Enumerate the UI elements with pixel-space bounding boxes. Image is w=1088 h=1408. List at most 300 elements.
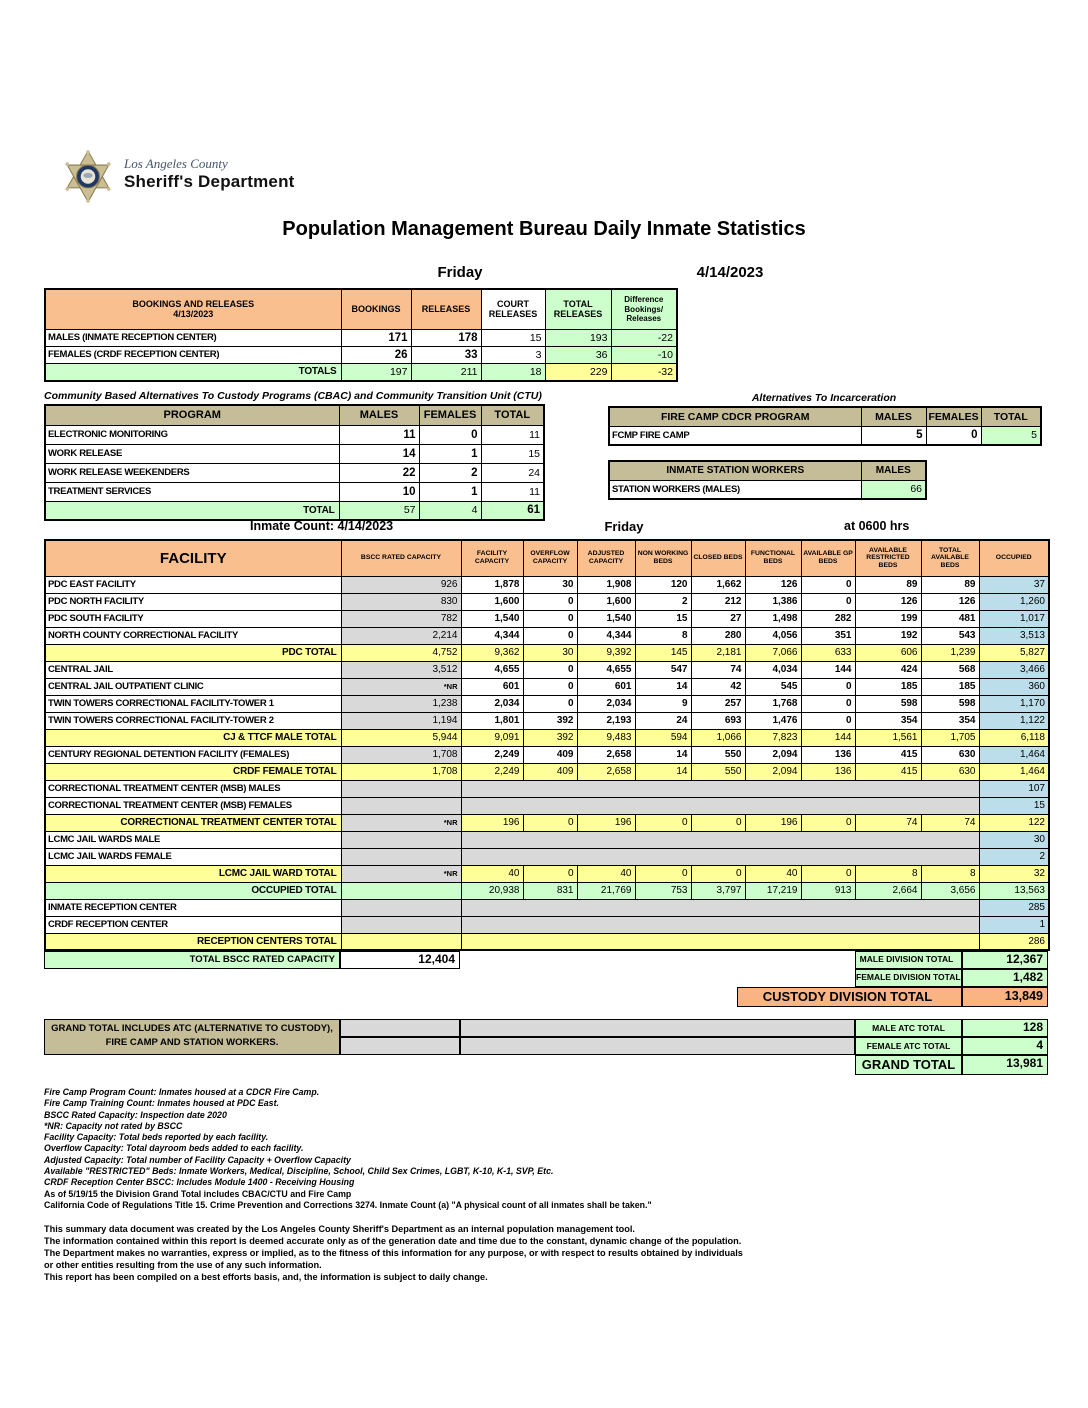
cell: 5 xyxy=(981,426,1041,445)
table-row xyxy=(45,780,1049,797)
table-row xyxy=(609,426,1041,445)
table-row xyxy=(45,882,1049,899)
row-label: TWIN TOWERS CORRECTIONAL FACILITY-TOWER 1 xyxy=(45,695,341,712)
column-header: FUNCTIONAL BEDS xyxy=(745,540,801,576)
row-label: CORRECTIONAL TREATMENT CENTER (MSB) MALES xyxy=(45,780,341,797)
row-label: CENTRAL JAIL OUTPATIENT CLINIC xyxy=(45,678,341,695)
merged-cell xyxy=(461,848,979,865)
male-division-value: 12,367 xyxy=(962,951,1048,969)
cell: 831 xyxy=(523,882,577,899)
cell: 17,219 xyxy=(745,882,801,899)
total-bscc-label: TOTAL BSCC RATED CAPACITY xyxy=(44,951,340,969)
column-header: Difference Bookings/ Releases xyxy=(611,289,677,329)
grand-total-note: GRAND TOTAL INCLUDES ATC (ALTERNATIVE TO CUSTODY), FIRE CAMP AND STATION WORKERS. xyxy=(44,1019,340,1055)
cell: 1,708 xyxy=(341,746,461,763)
cell: 11 xyxy=(481,425,544,444)
row-label: PDC NORTH FACILITY xyxy=(45,593,341,610)
sheriff-star-icon xyxy=(62,150,114,204)
cell: 2,094 xyxy=(745,746,801,763)
cell: 2,034 xyxy=(461,695,523,712)
cell: -22 xyxy=(611,329,677,346)
row-label: INMATE RECEPTION CENTER xyxy=(45,899,341,916)
column-header: FIRE CAMP CDCR PROGRAM xyxy=(609,407,861,426)
cell: 2,664 xyxy=(855,882,921,899)
column-header: TOTAL xyxy=(981,407,1041,426)
cell: 4 xyxy=(419,501,481,520)
cell: 0 xyxy=(523,661,577,678)
cell: 5 xyxy=(861,426,926,445)
cell: 126 xyxy=(855,593,921,610)
cbac-table xyxy=(44,404,545,521)
cell: 0 xyxy=(523,678,577,695)
cell: 4,655 xyxy=(461,661,523,678)
footnote-line: CRDF Reception Center BSCC: Includes Module 1400 - Receiving Housing xyxy=(44,1177,355,1188)
cell: 126 xyxy=(745,576,801,593)
row-label: CORRECTIONAL TREATMENT CENTER TOTAL xyxy=(45,814,341,831)
footnote-line: Facility Capacity: Total beds reported by each facility. xyxy=(44,1132,269,1143)
column-header: FEMALES xyxy=(419,405,481,425)
cell: -32 xyxy=(611,363,677,381)
occupied-cell: 1,260 xyxy=(979,593,1049,610)
cell: 0 xyxy=(523,610,577,627)
cell: 14 xyxy=(635,678,691,695)
cell: 2,658 xyxy=(577,746,635,763)
ati-title: Alternatives To Incarceration xyxy=(751,392,897,404)
cell: 3,656 xyxy=(921,882,979,899)
cell: 282 xyxy=(801,610,855,627)
table-row xyxy=(45,695,1049,712)
table-row xyxy=(45,593,1049,610)
cell: 126 xyxy=(921,593,979,610)
column-header: AVAILABLE RESTRICTED BEDS xyxy=(855,540,921,576)
table-row xyxy=(609,480,926,499)
cell: 4,655 xyxy=(577,661,635,678)
cell: 568 xyxy=(921,661,979,678)
disclaimer-line: The information contained within this report is deemed accurate only as of the generation date and time due to the constant, dynamic change of the population. xyxy=(44,1236,742,1247)
column-header: MALES xyxy=(861,461,926,480)
facility-header-row xyxy=(45,540,1049,576)
cell: 0 xyxy=(523,593,577,610)
cell: 0 xyxy=(523,814,577,831)
inmate-count-time: at 0600 hrs xyxy=(844,519,910,533)
row-label: CRDF RECEPTION CENTER xyxy=(45,916,341,933)
occupied-cell: 37 xyxy=(979,576,1049,593)
table-row xyxy=(45,831,1049,848)
blank-cell xyxy=(340,1037,460,1055)
row-label: FEMALES (CRDF RECEPTION CENTER) xyxy=(45,346,341,363)
cell: 830 xyxy=(341,593,461,610)
cell: 409 xyxy=(523,763,577,780)
spacer xyxy=(44,969,855,987)
table-row xyxy=(45,610,1049,627)
station-workers-table xyxy=(608,460,927,500)
inmate-count-label: Inmate Count: 4/14/2023 xyxy=(250,519,394,533)
occupied-cell: 107 xyxy=(979,780,1049,797)
row-label: MALES (INMATE RECEPTION CENTER) xyxy=(45,329,341,346)
fire-camp-table xyxy=(608,406,1042,446)
cell: 193 xyxy=(545,329,611,346)
row-label: STATION WORKERS (MALES) xyxy=(609,480,861,499)
blank-cell xyxy=(460,1019,855,1037)
cell: 782 xyxy=(341,610,461,627)
female-division-row xyxy=(44,969,1048,987)
disclaimer xyxy=(44,1223,1048,1283)
cell: 15 xyxy=(481,329,545,346)
cell: 40 xyxy=(577,865,635,882)
row-label: PDC EAST FACILITY xyxy=(45,576,341,593)
cell: 2,214 xyxy=(341,627,461,644)
row-label: TREATMENT SERVICES xyxy=(45,482,339,501)
row-label: CRDF FEMALE TOTAL xyxy=(45,763,341,780)
cell: 2,034 xyxy=(577,695,635,712)
footnote-line: Fire Camp Program Count: Inmates housed at a CDCR Fire Camp. xyxy=(44,1087,320,1097)
table-row xyxy=(45,712,1049,729)
column-header: PROGRAM xyxy=(45,405,339,425)
table-row xyxy=(45,729,1049,746)
cell: 354 xyxy=(921,712,979,729)
row-label: LCMC JAIL WARDS FEMALE xyxy=(45,848,341,865)
occupied-cell: 30 xyxy=(979,831,1049,848)
row-label: LCMC JAIL WARDS MALE xyxy=(45,831,341,848)
cell: 2 xyxy=(635,593,691,610)
cell: 185 xyxy=(921,678,979,695)
cell: 1,498 xyxy=(745,610,801,627)
merged-cell xyxy=(461,831,979,848)
row-label: NORTH COUNTY CORRECTIONAL FACILITY xyxy=(45,627,341,644)
cell: 22 xyxy=(339,463,419,482)
cell: 61 xyxy=(481,501,544,520)
cell: 2,181 xyxy=(691,644,745,661)
occupied-cell: 1,464 xyxy=(979,763,1049,780)
cell: 630 xyxy=(921,763,979,780)
grand-total-section xyxy=(44,1019,1048,1073)
cell: 550 xyxy=(691,746,745,763)
cell: 0 xyxy=(691,814,745,831)
custody-division-row xyxy=(44,987,1048,1007)
cell: 1,540 xyxy=(577,610,635,627)
male-atc-label: MALE ATC TOTAL xyxy=(855,1019,962,1037)
occupied-cell: 6,118 xyxy=(979,729,1049,746)
cell: 0 xyxy=(635,865,691,882)
disclaimer-line: The Department makes no warranties, express or implied, as to the fitness of this information for any purpose, or with respect to results obtained by individuals xyxy=(44,1248,743,1259)
cell: 171 xyxy=(341,329,411,346)
cell: 5,944 xyxy=(341,729,461,746)
spacer xyxy=(44,987,737,1007)
report-dateline xyxy=(0,264,1088,284)
cell: 280 xyxy=(691,627,745,644)
cell: 415 xyxy=(855,746,921,763)
cell: *NR xyxy=(341,678,461,695)
cell: 1,194 xyxy=(341,712,461,729)
row-label: WORK RELEASE WEEKENDERS xyxy=(45,463,339,482)
cell: 409 xyxy=(523,746,577,763)
male-atc-value: 128 xyxy=(962,1019,1048,1037)
agency-department: Sheriff's Department xyxy=(124,172,295,191)
cell xyxy=(341,797,461,814)
cell: 0 xyxy=(691,865,745,882)
fire-camp-header-row xyxy=(609,407,1041,426)
cell: 1,540 xyxy=(461,610,523,627)
cell: 0 xyxy=(419,425,481,444)
cell: 424 xyxy=(855,661,921,678)
cell: 178 xyxy=(411,329,481,346)
occupied-cell: 1,464 xyxy=(979,746,1049,763)
cell: 211 xyxy=(411,363,481,381)
report-date: 4/14/2023 xyxy=(696,264,764,281)
row-label: OCCUPIED TOTAL xyxy=(45,882,341,899)
table-row xyxy=(45,425,544,444)
cell: 229 xyxy=(545,363,611,381)
cell: 594 xyxy=(635,729,691,746)
row-label: FCMP FIRE CAMP xyxy=(609,426,861,445)
cell: 26 xyxy=(341,346,411,363)
cell: 1 xyxy=(419,444,481,463)
occupied-cell: 360 xyxy=(979,678,1049,695)
table-row xyxy=(45,865,1049,882)
occupied-cell: 1,170 xyxy=(979,695,1049,712)
row-label: PDC TOTAL xyxy=(45,644,341,661)
row-label: WORK RELEASE xyxy=(45,444,339,463)
cell: 9 xyxy=(635,695,691,712)
cell: -10 xyxy=(611,346,677,363)
cell: 196 xyxy=(745,814,801,831)
cell: 144 xyxy=(801,661,855,678)
table-row xyxy=(45,644,1049,661)
cell: 9,091 xyxy=(461,729,523,746)
table-row xyxy=(45,329,677,346)
row-label: CENTURY REGIONAL DETENTION FACILITY (FEMALES) xyxy=(45,746,341,763)
cell: 9,392 xyxy=(577,644,635,661)
cell: 351 xyxy=(801,627,855,644)
cell xyxy=(341,899,461,916)
cell: 1,768 xyxy=(745,695,801,712)
table-row xyxy=(45,463,544,482)
merged-cell xyxy=(461,797,979,814)
cell: 601 xyxy=(577,678,635,695)
cell: 15 xyxy=(481,444,544,463)
merged-cell xyxy=(461,780,979,797)
cell: 0 xyxy=(523,695,577,712)
cell: *NR xyxy=(341,865,461,882)
disclaimer-line: This report has been compiled on a best efforts basis, and, the information is subject to daily change. xyxy=(44,1272,488,1283)
footnote-line: As of 5/19/15 the Division Grand Total includes CBAC/CTU and Fire Camp xyxy=(44,1188,352,1199)
column-header: COURT RELEASES xyxy=(481,289,545,329)
cell: 598 xyxy=(921,695,979,712)
row-label: LCMC JAIL WARD TOTAL xyxy=(45,865,341,882)
cell: 8 xyxy=(921,865,979,882)
cell: 753 xyxy=(635,882,691,899)
cell: 14 xyxy=(635,746,691,763)
female-atc-label: FEMALE ATC TOTAL xyxy=(855,1037,962,1055)
cell: 0 xyxy=(635,814,691,831)
cell: 1,561 xyxy=(855,729,921,746)
cell: 14 xyxy=(339,444,419,463)
table-row xyxy=(45,501,544,520)
grand-total-label: GRAND TOTAL xyxy=(855,1055,962,1075)
merged-cell xyxy=(461,899,979,916)
cell: 354 xyxy=(855,712,921,729)
cell: 2,094 xyxy=(745,763,801,780)
cell: 192 xyxy=(855,627,921,644)
cell: 20,938 xyxy=(461,882,523,899)
table-row xyxy=(45,899,1049,916)
cell: *NR xyxy=(341,814,461,831)
row-label: PDC SOUTH FACILITY xyxy=(45,610,341,627)
cell: 1,600 xyxy=(461,593,523,610)
cell: 913 xyxy=(801,882,855,899)
cell: 7,823 xyxy=(745,729,801,746)
occupied-cell: 5,827 xyxy=(979,644,1049,661)
merged-cell xyxy=(461,933,979,950)
cell xyxy=(341,848,461,865)
cell: 24 xyxy=(635,712,691,729)
cbac-section xyxy=(44,390,545,521)
column-header: ADJUSTED CAPACITY xyxy=(577,540,635,576)
row-label: ELECTRONIC MONITORING xyxy=(45,425,339,444)
cell: 30 xyxy=(523,644,577,661)
cell: 196 xyxy=(577,814,635,831)
cell: 0 xyxy=(801,678,855,695)
cell: 120 xyxy=(635,576,691,593)
cell: 7,066 xyxy=(745,644,801,661)
cell: 145 xyxy=(635,644,691,661)
inmate-count-day: Friday xyxy=(604,519,644,534)
cell: 196 xyxy=(461,814,523,831)
table-row xyxy=(45,678,1049,695)
column-header: INMATE STATION WORKERS xyxy=(609,461,861,480)
cell: 9,483 xyxy=(577,729,635,746)
footnote-line: Overflow Capacity: Total dayroom beds added to each facility. xyxy=(44,1143,304,1154)
cell xyxy=(341,780,461,797)
cell: 1 xyxy=(419,482,481,501)
row-label: TOTALS xyxy=(45,363,341,381)
occupied-cell: 3,466 xyxy=(979,661,1049,678)
table-row xyxy=(45,576,1049,593)
cell: 547 xyxy=(635,661,691,678)
table-row xyxy=(45,346,677,363)
cell: 74 xyxy=(921,814,979,831)
cell: 1,878 xyxy=(461,576,523,593)
column-header: BSCC RATED CAPACITY xyxy=(341,540,461,576)
cell: 1,476 xyxy=(745,712,801,729)
occupied-cell: 1,017 xyxy=(979,610,1049,627)
cell: 630 xyxy=(921,746,979,763)
cell: 606 xyxy=(855,644,921,661)
cell: 66 xyxy=(861,480,926,499)
row-label: CENTRAL JAIL xyxy=(45,661,341,678)
cell: 1,386 xyxy=(745,593,801,610)
grand-total-value: 13,981 xyxy=(962,1055,1048,1075)
blank-cell xyxy=(460,1037,855,1055)
column-header: TOTAL xyxy=(481,405,544,425)
cell: 926 xyxy=(341,576,461,593)
cell xyxy=(341,916,461,933)
occupied-cell: 286 xyxy=(979,933,1049,950)
cell: 185 xyxy=(855,678,921,695)
cell: 1,662 xyxy=(691,576,745,593)
column-header: NON WORKING BEDS xyxy=(635,540,691,576)
cell: 199 xyxy=(855,610,921,627)
cell: 545 xyxy=(745,678,801,695)
column-header: TOTAL AVAILABLE BEDS xyxy=(921,540,979,576)
cell: 598 xyxy=(855,695,921,712)
occupied-cell: 122 xyxy=(979,814,1049,831)
cell: 0 xyxy=(801,576,855,593)
cell xyxy=(341,882,461,899)
cell: 2 xyxy=(419,463,481,482)
cell: 0 xyxy=(523,865,577,882)
row-label: RECEPTION CENTERS TOTAL xyxy=(45,933,341,950)
cell: 2,658 xyxy=(577,763,635,780)
cell: 11 xyxy=(339,425,419,444)
table-row xyxy=(45,482,544,501)
cell: 74 xyxy=(691,661,745,678)
cell: 2,193 xyxy=(577,712,635,729)
agency-county: Los Angeles County xyxy=(124,156,228,171)
cell: 3,797 xyxy=(691,882,745,899)
footnote-line: Adjusted Capacity: Total number of Facility Capacity + Overflow Capacity xyxy=(44,1154,351,1165)
cell: 2,249 xyxy=(461,763,523,780)
cell: 633 xyxy=(801,644,855,661)
cell: 40 xyxy=(745,865,801,882)
column-header: TOTAL RELEASES xyxy=(545,289,611,329)
cell: 136 xyxy=(801,746,855,763)
ati-section xyxy=(608,392,1040,500)
cell: 550 xyxy=(691,763,745,780)
cbac-header-row xyxy=(45,405,544,425)
cell: 136 xyxy=(801,763,855,780)
cell: 0 xyxy=(801,593,855,610)
page-title: Population Management Bureau Daily Inmate Statistics xyxy=(282,218,806,240)
footnote-line: Fire Camp Training Count: Inmates housed at PDC East. xyxy=(44,1098,279,1109)
cell: 392 xyxy=(523,729,577,746)
cell: 4,752 xyxy=(341,644,461,661)
custody-division-label: CUSTODY DIVISION TOTAL xyxy=(737,987,962,1007)
cell xyxy=(341,933,461,950)
column-header: CLOSED BEDS xyxy=(691,540,745,576)
column-header: RELEASES xyxy=(411,289,481,329)
footnotes xyxy=(44,1087,1048,1211)
cell: 1,238 xyxy=(341,695,461,712)
footnote-line: Available "RESTRICTED" Beds: Inmate Workers, Medical, Discipline, School, Child Sex Crimes, LGBT, K-10, K-1, SVP, Etc. xyxy=(44,1166,554,1177)
cell: 89 xyxy=(921,576,979,593)
cbac-title: Community Based Alternatives To Custody Programs (CBAC) and Community Transition Unit (CTU) xyxy=(44,390,542,402)
cell: 1,708 xyxy=(341,763,461,780)
table-row xyxy=(45,661,1049,678)
facility-table xyxy=(44,539,1050,951)
cell: 144 xyxy=(801,729,855,746)
occupied-cell: 13,563 xyxy=(979,882,1049,899)
disclaimer-line: This summary data document was created by the Los Angeles County Sheriff's Department as an internal population management tool. xyxy=(44,1224,635,1235)
cell: 1,705 xyxy=(921,729,979,746)
footnote-line: *NR: Capacity not rated by BSCC xyxy=(44,1120,183,1131)
cell: 4,344 xyxy=(577,627,635,644)
cell: 8 xyxy=(855,865,921,882)
cell: 392 xyxy=(523,712,577,729)
column-header: AVAILABLE GP BEDS xyxy=(801,540,855,576)
cell: 36 xyxy=(545,346,611,363)
cell: 8 xyxy=(635,627,691,644)
column-header: OVERFLOW CAPACITY xyxy=(523,540,577,576)
custody-division-value: 13,849 xyxy=(962,987,1048,1007)
table-row xyxy=(45,763,1049,780)
female-division-value: 1,482 xyxy=(962,969,1048,987)
bscc-and-male-division-row xyxy=(44,951,1048,969)
row-label: CJ & TTCF MALE TOTAL xyxy=(45,729,341,746)
cell: 1,066 xyxy=(691,729,745,746)
column-header: MALES xyxy=(339,405,419,425)
bookings-header-row xyxy=(45,289,677,329)
